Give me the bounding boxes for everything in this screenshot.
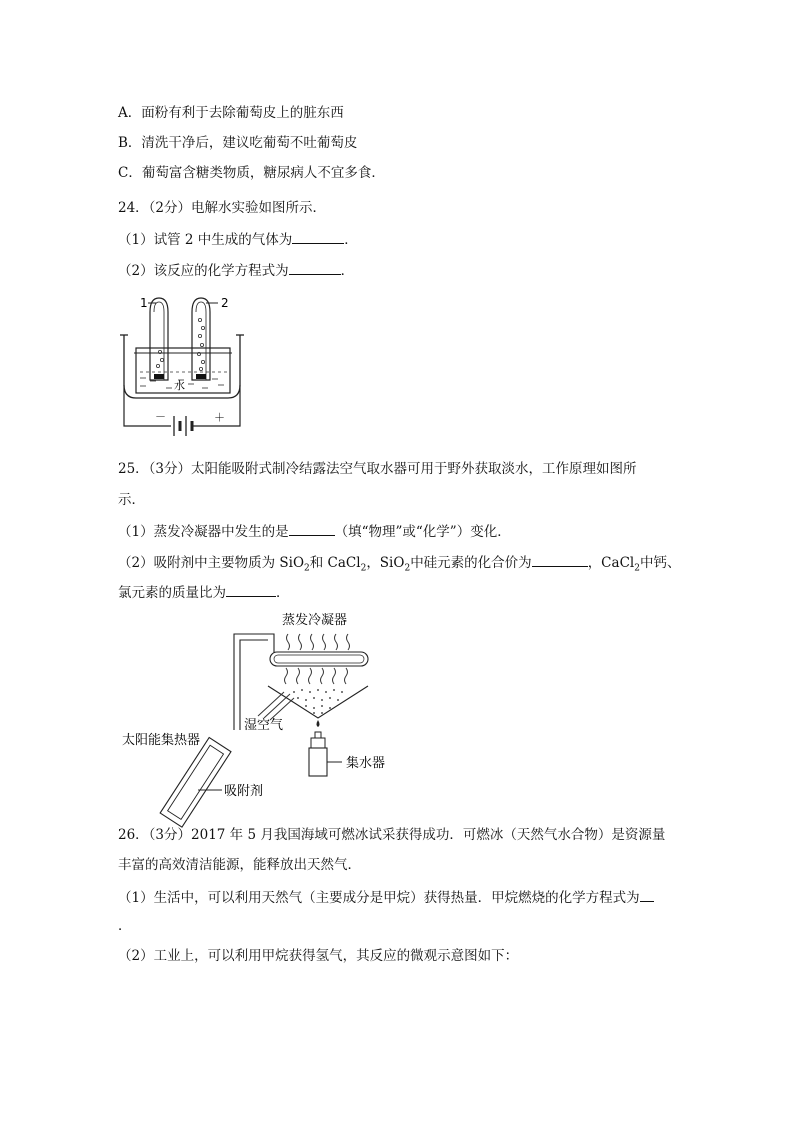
q24-part2-text: （2）该反应的化学方程式为 — [118, 263, 289, 279]
electrolysis-figure — [118, 290, 248, 442]
q25-part3-text: 氯元素的质量比为 — [118, 585, 226, 601]
answer-blank[interactable] — [289, 260, 341, 275]
positive-label: ＋ — [214, 411, 225, 424]
q24-part2-end: ． — [340, 263, 355, 279]
q25-part1-end: （填“物理”或“化学”）变化． — [334, 524, 511, 540]
adsorbent-label: 吸附剂 — [224, 784, 264, 799]
water-harvester-figure — [118, 606, 418, 832]
q26-title: 26．（3分）2017 年 5 月我国海域可燃冰试采获得成功．可燃冰（天然气水合物）是资源量 — [118, 827, 666, 843]
answer-blank[interactable] — [289, 521, 335, 536]
q26-part1 — [118, 887, 654, 907]
tube-2-label: 2 — [221, 296, 229, 310]
q25-part2-c: ，SiO — [366, 555, 405, 571]
tube-1-label: 1 — [140, 296, 148, 310]
q24-part1 — [118, 229, 358, 249]
q24-part1-end: ． — [344, 232, 358, 248]
answer-blank[interactable] — [292, 229, 344, 244]
q25-part1-text: （1）蒸发冷凝器中发生的是 — [118, 524, 289, 540]
q25-title-cont: 示． — [118, 492, 145, 508]
q24-part2 — [118, 260, 354, 280]
q26-part1-cont: ． — [118, 918, 132, 934]
water-tank-label: 集水器 — [346, 756, 386, 771]
q25-part3 — [118, 582, 290, 602]
q24-title: 24．（2分）电解水实验如图所示． — [118, 200, 327, 216]
subscript: 2 — [304, 563, 310, 574]
q25-part2-e: ，CaCl — [587, 555, 635, 571]
q25-part2-d: 中硅元素的化合价为 — [410, 555, 532, 571]
water-label: 水 — [174, 379, 185, 392]
q26-part1-text: （1）生活中，可以利用天然气（主要成分是甲烷）获得热量．甲烷燃烧的化学方程式为 — [118, 890, 640, 906]
q25-title: 25．（3分）太阳能吸附式制冷结露法空气取水器可用于野外获取淡水，工作原理如图所 — [118, 461, 637, 477]
subscript: 2 — [404, 563, 411, 574]
q26-title-cont: 丰富的高效清洁能源，能释放出天然气． — [118, 857, 361, 873]
answer-blank[interactable] — [532, 552, 588, 567]
q23-option-c: C．葡萄富含糖类物质，糖尿病人不宜多食． — [118, 165, 385, 181]
q23-option-b: B．清洗干净后，建议吃葡萄不吐葡萄皮 — [118, 135, 358, 151]
negative-label: － — [155, 410, 166, 423]
humid-air-label: 湿空气 — [244, 718, 284, 733]
subscript: 2 — [634, 563, 640, 574]
solar-collector-label: 太阳能集热器 — [122, 733, 201, 748]
q25-part2-a: （2）吸附剂中主要物质为 SiO — [118, 555, 305, 571]
q25-part2-f: 中钙、 — [639, 555, 681, 571]
q23-option-a: A．面粉有利于去除葡萄皮上的脏东西 — [118, 105, 344, 121]
q25-part2-b: 和 CaCl — [309, 555, 361, 571]
subscript: 2 — [360, 563, 367, 574]
answer-blank[interactable] — [226, 582, 276, 597]
q24-part1-text: （1）试管 2 中生成的气体为 — [118, 232, 293, 248]
q25-part2 — [118, 552, 680, 578]
condenser-label: 蒸发冷凝器 — [282, 613, 348, 628]
q25-part1 — [118, 521, 511, 541]
answer-blank[interactable] — [640, 887, 654, 902]
q25-part3-end: ． — [276, 585, 290, 601]
q26-part2: （2）工业上，可以利用甲烷获得氢气，其反应的微观示意图如下： — [118, 948, 519, 964]
